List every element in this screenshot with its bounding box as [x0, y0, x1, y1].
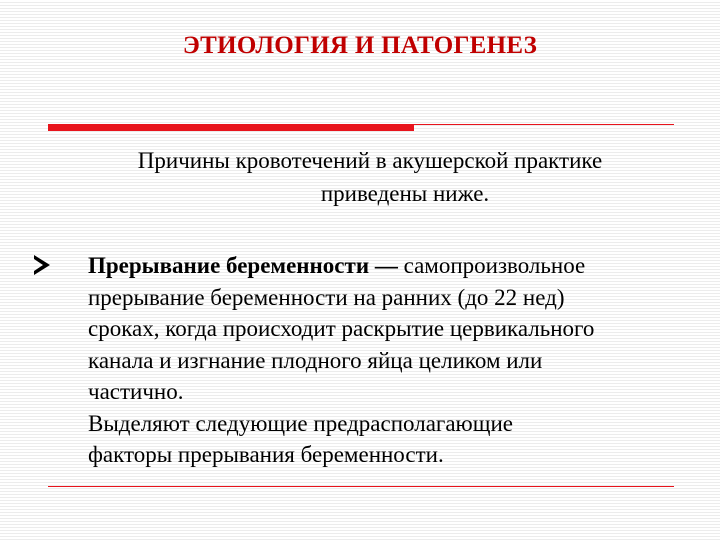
bullet-line-4: канала и изгнание плодного яйца целиком или [88, 347, 543, 373]
title-underline-thick [48, 124, 414, 131]
bullet-term: Прерывание беременности — [88, 253, 398, 278]
bullet-line-1 [88, 250, 708, 282]
intro-line-1: Причины кровотечений в акушерской практике [137, 148, 603, 173]
bullet-line-6: Выделяют следующие предрасполагающие [88, 410, 513, 436]
bullet-line-3: сроках, когда происходит раскрытие цервикального [88, 316, 595, 341]
intro-text [60, 144, 680, 210]
bottom-divider [48, 486, 674, 487]
arrow-bullet-icon [32, 254, 52, 276]
bullet-line-2: прерывание беременности на ранних (до 22 нед) [88, 284, 565, 310]
bullet-text [88, 250, 708, 471]
slide-title: ЭТИОЛОГИЯ И ПАТОГЕНЕЗ [182, 32, 538, 59]
intro-line-2: приведены ниже. [320, 181, 490, 206]
title-underline-thin [414, 124, 674, 125]
bullet-line-7: факторы прерывания беременности. [88, 442, 444, 467]
bullet-line-5: частично. [88, 379, 184, 404]
bullet-line-1-rest: самопроизвольное [397, 253, 586, 278]
